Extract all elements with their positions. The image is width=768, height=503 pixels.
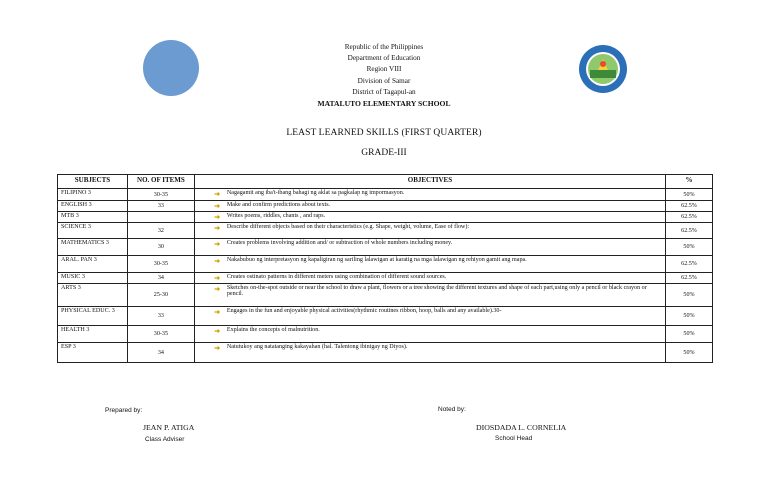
objective-cell xyxy=(194,307,665,326)
items-cell: 25-30 xyxy=(127,284,194,307)
percent-cell: 62.5% xyxy=(666,201,713,212)
objective-text: Nagagamit ang iba't-ibang bahagi ng aklat sa pagkalap ng impormasyon. xyxy=(226,190,405,196)
table-row xyxy=(58,256,713,273)
republic-line: Republic of the Philippines xyxy=(344,43,424,51)
school-name: MATALUTO ELEMENTARY SCHOOL xyxy=(317,99,451,109)
percent-cell: 62.5% xyxy=(666,212,713,223)
objective-cell xyxy=(194,201,665,212)
bullet-arrow-icon xyxy=(214,275,220,281)
header-objectives: OBJECTIVES xyxy=(194,175,665,189)
header-items: NO. OF ITEMS xyxy=(127,175,194,189)
percent-cell: 50% xyxy=(666,307,713,326)
bullet-arrow-icon xyxy=(214,214,220,220)
division-line: Division of Samar xyxy=(357,76,411,85)
subject-cell: SCIENCE 3 xyxy=(58,223,128,239)
objective-text: Sketches on-the-spot outside or near the school to draw a plant, flowers or a tree showing the different textures and shape of each part,using only a pencil or black crayon or pencil. xyxy=(226,285,647,297)
objective-text: Creates ostinato patterns in different meters using combination of different sound sources. xyxy=(226,274,447,280)
objective-text: Natutukoy ang natatanging kakayahan (hal. Talentong ibinigay ng Diyos). xyxy=(226,344,408,350)
subject-cell: MTB 3 xyxy=(58,212,128,223)
percent-cell: 62.5% xyxy=(666,273,713,284)
prepared-by-role: Class Adviser xyxy=(145,436,185,443)
subject-cell: MUSIC 3 xyxy=(58,273,128,284)
document-title: LEAST LEARNED SKILLS (FIRST QUARTER) xyxy=(286,128,482,138)
percent-cell: 50% xyxy=(666,343,713,363)
objective-cell xyxy=(194,256,665,273)
table-header-row xyxy=(58,175,713,189)
items-cell: 33 xyxy=(127,307,194,326)
objective-text: Nakabubuo ng interpretasyon ng kapaligiran ng sariling lalawigan at karatig na mga lalawigan ng rehiyon gamit ang mapa. xyxy=(226,257,527,263)
bullet-arrow-icon xyxy=(214,258,220,264)
bullet-arrow-icon xyxy=(214,345,220,351)
prepared-by-label: Prepared by: xyxy=(105,407,143,414)
subject-cell: ESP 3 xyxy=(58,343,128,363)
objective-cell xyxy=(194,212,665,223)
percent-cell: 62.5% xyxy=(666,256,713,273)
subject-cell: ENGLISH 3 xyxy=(58,201,128,212)
objective-cell xyxy=(194,343,665,363)
subject-cell: FILIPINO 3 xyxy=(58,189,128,201)
letterhead xyxy=(0,42,768,109)
table-row xyxy=(58,189,713,201)
bullet-arrow-icon xyxy=(214,328,220,334)
objective-text: Explains the concepts of malnutrition. xyxy=(226,327,320,333)
items-cell: 30-35 xyxy=(127,256,194,273)
objective-cell xyxy=(194,223,665,239)
objective-cell xyxy=(194,273,665,284)
least-learned-skills-table xyxy=(57,174,713,363)
items-cell: 30 xyxy=(127,239,194,256)
bullet-arrow-icon xyxy=(214,286,220,292)
objective-text: Describe different objects based on their characteristics (e.g. Shape, weight, volume, Ease of flow): xyxy=(226,224,470,230)
grade-level: GRADE-III xyxy=(361,148,407,158)
items-cell: 32 xyxy=(127,223,194,239)
items-cell: 34 xyxy=(127,273,194,284)
objective-text: Make and confirm predictions about texts. xyxy=(226,202,331,208)
bullet-arrow-icon xyxy=(214,203,220,209)
percent-cell: 50% xyxy=(666,189,713,201)
bullet-arrow-icon xyxy=(214,309,220,315)
subject-cell: HEALTH 3 xyxy=(58,326,128,343)
percent-cell: 62.5% xyxy=(666,223,713,239)
percent-cell: 50% xyxy=(666,284,713,307)
subject-cell: ARTS 3 xyxy=(58,284,128,307)
subject-cell: PHYSICAL EDUC. 3 xyxy=(58,307,128,326)
items-cell: 33 xyxy=(127,201,194,212)
table-row xyxy=(58,343,713,363)
department-line: Department of Education xyxy=(347,54,421,63)
objective-cell xyxy=(194,284,665,307)
noted-by-name: DIOSDADA L. CORNELIA xyxy=(476,423,567,432)
region-line: Region VIII xyxy=(366,65,402,74)
district-line: District of Tagapul-an xyxy=(352,87,416,96)
bullet-arrow-icon xyxy=(214,191,220,197)
objective-text: Engages in the fun and enjoyable physical activities(rhythmic routines ribbon, hoop, balls and any available).30- xyxy=(226,308,502,314)
objective-cell xyxy=(194,326,665,343)
table-row xyxy=(58,212,713,223)
items-cell xyxy=(127,212,194,223)
objective-cell xyxy=(194,189,665,201)
items-cell: 30-35 xyxy=(127,189,194,201)
header-percent: % xyxy=(666,175,713,189)
noted-by-label: Noted by: xyxy=(438,406,466,413)
items-cell: 30-35 xyxy=(127,326,194,343)
bullet-arrow-icon xyxy=(214,225,220,231)
noted-by-role: School Head xyxy=(495,435,533,442)
header-subjects: SUBJECTS xyxy=(58,175,128,189)
table-row xyxy=(58,273,713,284)
bullet-arrow-icon xyxy=(214,241,220,247)
objective-text: Creates problems involving addition and/ or subtraction of whole numbers including money. xyxy=(226,240,453,246)
table-row xyxy=(58,284,713,307)
subject-cell: ARAL. PAN 3 xyxy=(58,256,128,273)
percent-cell: 50% xyxy=(666,326,713,343)
table-row xyxy=(58,326,713,343)
table-row xyxy=(58,223,713,239)
subject-cell: MATHEMATICS 3 xyxy=(58,239,128,256)
table-row xyxy=(58,239,713,256)
table-row xyxy=(58,307,713,326)
items-cell: 34 xyxy=(127,343,194,363)
prepared-by-name: JEAN P. ATIGA xyxy=(143,423,195,432)
objective-cell xyxy=(194,239,665,256)
objective-text: Writes poems, riddles, chants , and raps. xyxy=(226,213,326,219)
percent-cell: 50% xyxy=(666,239,713,256)
table-row xyxy=(58,201,713,212)
